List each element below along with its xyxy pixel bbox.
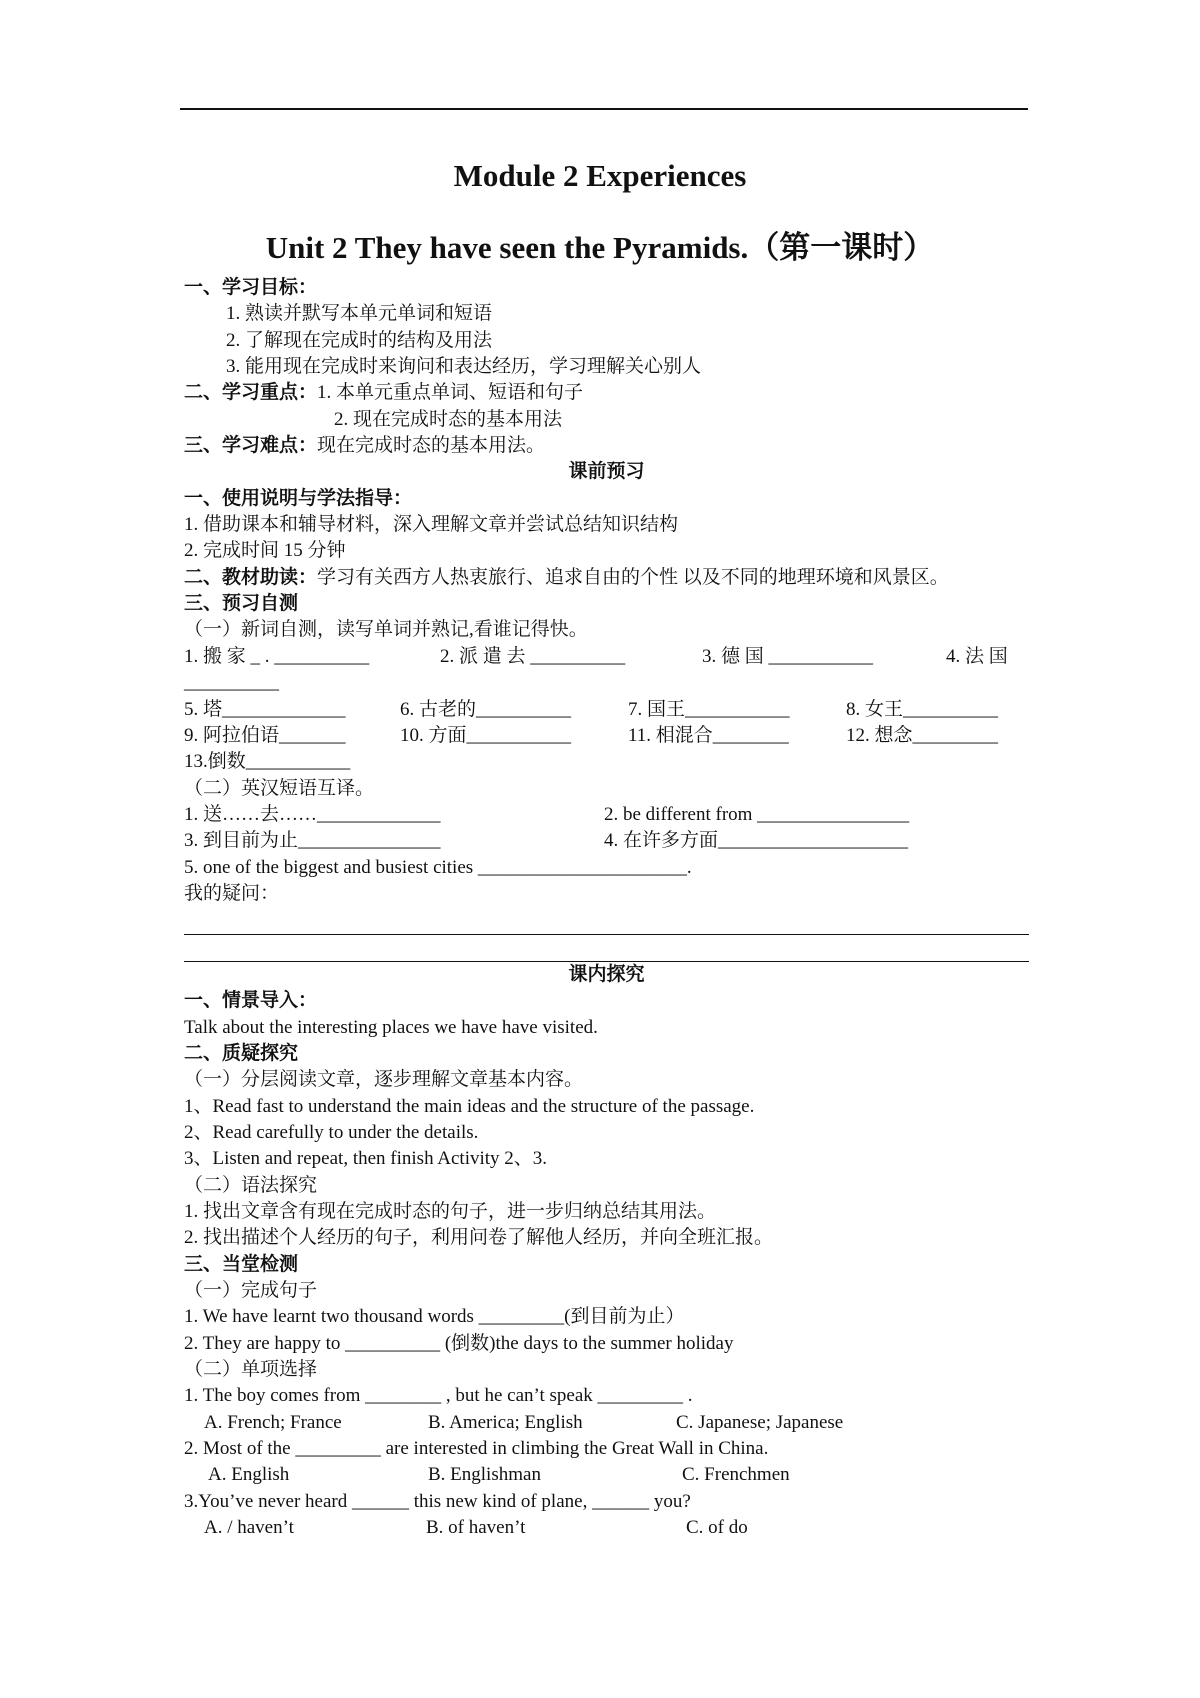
- choice-question: 2. Most of the _________ are interested in climbing the Great Wall in China.: [184, 1438, 769, 1460]
- vocab-row: [184, 723, 1029, 749]
- answer-line: [184, 935, 1029, 962]
- vocab-item: 10. 方面___________: [400, 724, 572, 746]
- vocab-item: 13.倒数___________: [184, 751, 351, 773]
- question-label: 我的疑问：: [184, 882, 280, 904]
- self-test-heading: 三、预习自测: [184, 593, 299, 615]
- class-section-title: 课内探究: [568, 963, 645, 985]
- vocab-item: 7. 国王___________: [628, 698, 790, 720]
- phrase-intro: （二）英汉短语互译。: [184, 777, 375, 799]
- vocab-intro: （一）新词自测，读写单词并熟记,看谁记得快。: [184, 619, 588, 641]
- choice-option: B. Englishman: [428, 1464, 541, 1486]
- choice-option: C. Frenchmen: [682, 1464, 790, 1486]
- goals-heading: 一、学习目标：: [184, 277, 318, 298]
- goal-item: 3. 能用现在完成时来询问和表达经历，学习理解关心别人: [226, 356, 702, 378]
- phrase-item: 1. 送……去……_____________: [184, 803, 441, 825]
- grammar-task: 1. 找出文章含有现在完成时态的句子，进一步归纳总结其用法。: [184, 1201, 717, 1223]
- choice-options: [184, 1410, 1029, 1436]
- vocab-row-continuation: __________: [184, 672, 279, 694]
- reading-text: 学习有关西方人热衷旅行、追求自由的个性 以及不同的地理环境和风景区。: [317, 566, 949, 588]
- vocab-item: 11. 相混合________: [628, 724, 789, 746]
- difficulties-text: 现在完成时态的基本用法。: [317, 435, 546, 457]
- choice-option: B. of haven’t: [426, 1517, 526, 1539]
- choice-subheading: （二）单项选择: [184, 1359, 318, 1381]
- phrase-item: 2. be different from ________________: [604, 803, 910, 825]
- reading-task: 2、Read carefully to under the details.: [184, 1122, 479, 1143]
- key-points-heading: 二、学习重点：: [184, 382, 318, 404]
- vocab-item: 3. 德 国 ___________: [702, 645, 874, 667]
- phrase-item: 4. 在许多方面____________________: [604, 830, 909, 852]
- vocab-item: 6. 古老的__________: [400, 698, 572, 720]
- key-points-row: [184, 380, 1029, 406]
- phrase-row: [184, 828, 1029, 854]
- vocab-item: 5. 塔_____________: [184, 698, 346, 720]
- vocab-item: 2. 派 遣 去 __________: [440, 645, 626, 667]
- goal-item: 2. 了解现在完成时的结构及用法: [226, 329, 493, 351]
- choice-option: C. Japanese; Japanese: [676, 1411, 844, 1433]
- vocab-item: 8. 女王__________: [846, 698, 999, 720]
- complete-subheading: （一）完成句子: [184, 1280, 318, 1302]
- choice-question: 1. The boy comes from ________ , but he can’t speak _________ .: [184, 1385, 693, 1407]
- guide-item: 1. 借助课本和辅导材料，深入理解文章并尝试总结知识结构: [184, 514, 679, 536]
- intro-heading: 一、情景导入：: [184, 990, 318, 1012]
- vocab-item: 9. 阿拉伯语_______: [184, 724, 346, 746]
- vocab-item: 4. 法 国: [946, 645, 1008, 667]
- phrase-item: 3. 到目前为止_______________: [184, 830, 441, 852]
- inquiry-heading: 二、质疑探究: [184, 1042, 299, 1064]
- guide-item: 2. 完成时间 15 分钟: [184, 540, 346, 562]
- complete-item: 1. We have learnt two thousand words _________(到目前为止）: [184, 1306, 685, 1328]
- vocab-item: 1. 搬 家 _ . __________: [184, 645, 370, 667]
- phrase-row: [184, 802, 1029, 828]
- reading-task: 3、Listen and repeat, then finish Activity 2、3.: [184, 1148, 548, 1170]
- preview-section-title: 课前预习: [568, 461, 645, 483]
- grammar-task: 2. 找出描述个人经历的句子，利用问卷了解他人经历，并向全班汇报。: [184, 1227, 774, 1249]
- test-heading: 三、当堂检测: [184, 1253, 299, 1275]
- goal-item: 1. 熟读并默写本单元单词和短语: [226, 303, 493, 325]
- guide-heading: 一、使用说明与学法指导：: [184, 487, 413, 509]
- complete-item: 2. They are happy to __________ (倒数)the days to the summer holiday: [184, 1332, 734, 1354]
- module-title: Module 2 Experiences: [453, 158, 747, 193]
- choice-options: [184, 1515, 1029, 1541]
- intro-text: Talk about the interesting places we have have visited.: [184, 1016, 598, 1038]
- grammar-subheading: （二）语法探究: [184, 1174, 318, 1196]
- choice-option: A. French; France: [204, 1411, 342, 1433]
- phrase-item: 5. one of the biggest and busiest cities ______________________.: [184, 856, 692, 878]
- choice-option: C. of do: [686, 1517, 748, 1539]
- choice-option: A. English: [208, 1464, 290, 1486]
- key-point-item: 2. 现在完成时态的基本用法: [334, 408, 563, 430]
- difficulties-row: [184, 433, 1029, 459]
- difficulties-heading: 三、学习难点：: [184, 435, 318, 457]
- vocab-row: [184, 644, 1029, 670]
- reading-task: 1、Read fast to understand the main ideas and the structure of the passage.: [184, 1095, 755, 1117]
- worksheet-body: [184, 275, 1029, 1542]
- key-point-item: 1. 本单元重点单词、短语和句子: [317, 382, 584, 404]
- reading-heading: 二、教材助读：: [184, 566, 318, 588]
- choice-option: B. America; English: [428, 1411, 583, 1433]
- vocab-item: 12. 想念_________: [846, 724, 999, 746]
- unit-title: Unit 2 They have seen the Pyramids.（第一课时）: [265, 230, 935, 265]
- reading-row: [184, 565, 1029, 591]
- header-rule: [180, 108, 1028, 110]
- choice-question: 3.You’ve never heard ______ this new kind of plane, ______ you?: [184, 1490, 691, 1512]
- choice-option: A. / haven’t: [204, 1517, 294, 1539]
- answer-line: [184, 907, 1029, 934]
- vocab-row: [184, 697, 1029, 723]
- reading-subheading: （一）分层阅读文章，逐步理解文章基本内容。: [184, 1069, 584, 1091]
- choice-options: [184, 1462, 1029, 1488]
